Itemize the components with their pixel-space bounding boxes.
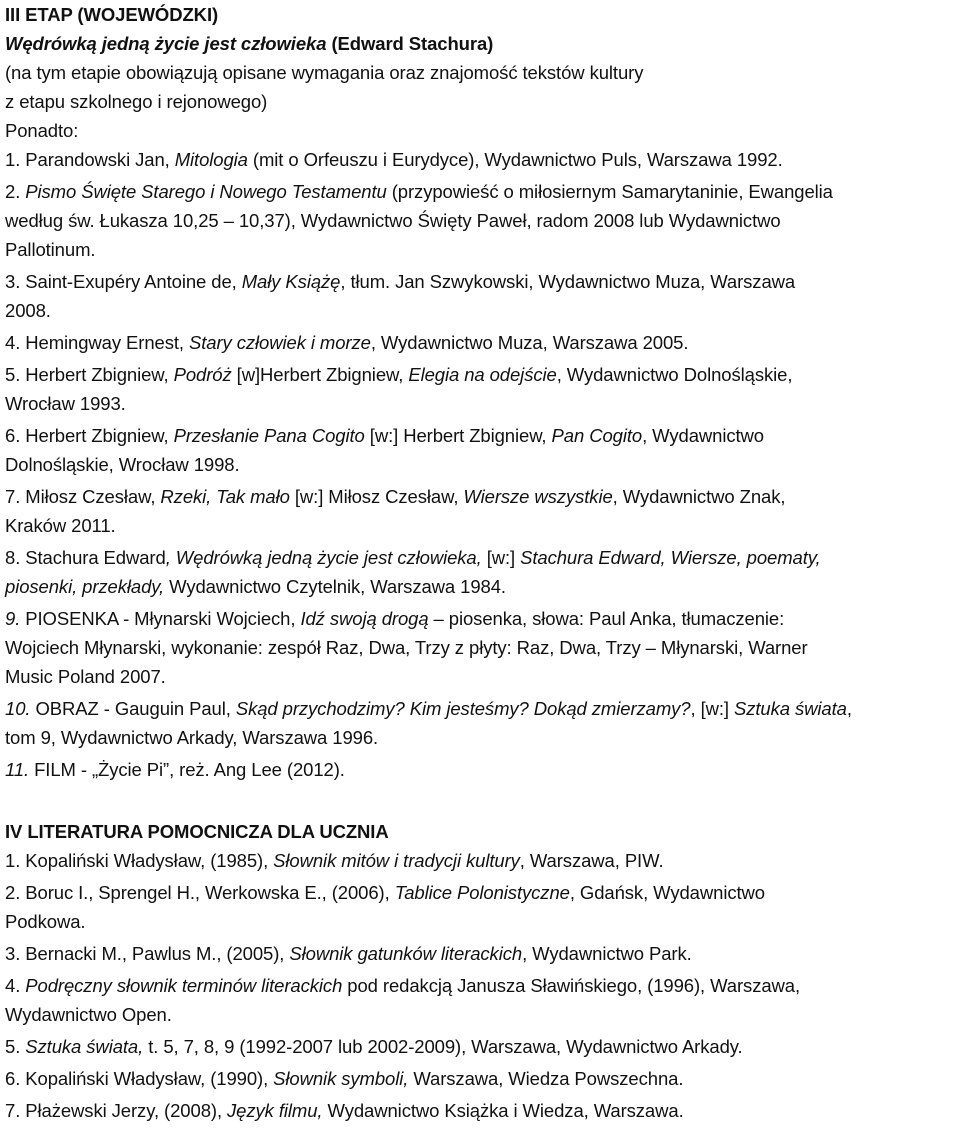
- citation-text: 4.: [5, 975, 26, 996]
- italic-title-text: Wiersze wszystkie: [463, 486, 613, 507]
- list-item: [5, 878, 960, 936]
- list-item: [5, 482, 960, 540]
- italic-title-text: Słownik symboli,: [273, 1068, 409, 1089]
- italic-title-text: 9.: [5, 608, 21, 629]
- list-item-line: [5, 907, 960, 936]
- section-3-note-line: z etapu szkolnego i rejonowego): [5, 91, 268, 112]
- italic-title-text: Pismo Święte Starego i Nowego Testamentu: [25, 181, 387, 202]
- italic-title-text: Sztuka świata,: [25, 1036, 144, 1057]
- italic-title-text: Mitologia: [174, 149, 248, 170]
- list-item-line: [5, 604, 960, 633]
- list-item-line: [5, 450, 960, 479]
- citation-text: 2008.: [5, 300, 51, 321]
- italic-title-text: , Wędrówką jedną życie jest człowieka,: [165, 547, 482, 568]
- citation-text: według św. Łukasza 10,25 – 10,37), Wydawnictwo Święty Paweł, radom 2008 lub Wydawnictwo: [5, 210, 781, 231]
- citation-text: Music Poland 2007.: [5, 666, 166, 687]
- list-item: [5, 360, 960, 418]
- list-item-line: [5, 543, 960, 572]
- italic-title-text: 11.: [5, 759, 30, 780]
- list-item-line: [5, 694, 960, 723]
- italic-title-text: Słownik gatunków literackich: [289, 943, 523, 964]
- citation-text: Dolnośląskie, Wrocław 1998.: [5, 454, 240, 475]
- italic-title-text: Rzeki, Tak mało: [160, 486, 290, 507]
- citation-text: Pallotinum.: [5, 239, 96, 260]
- citation-text: 5.: [5, 1036, 26, 1057]
- citation-text: , Wydawnictwo Znak,: [612, 486, 786, 507]
- list-item: [5, 755, 960, 784]
- section-3-note-line: (na tym etapie obowiązują opisane wymagania oraz znajomość tekstów kultury: [5, 62, 644, 83]
- citation-text: [w:] Miłosz Czesław,: [289, 486, 464, 507]
- citation-text: 6. Herbert Zbigniew,: [5, 425, 174, 446]
- citation-text: 5. Herbert Zbigniew,: [5, 364, 174, 385]
- citation-text: (mit o Orfeuszu i Eurydyce), Wydawnictwo Puls, Warszawa 1992.: [247, 149, 783, 170]
- citation-text: Wrocław 1993.: [5, 393, 126, 414]
- list-item: [5, 971, 960, 1029]
- citation-text: , Wydawnictwo Dolnośląskie,: [556, 364, 793, 385]
- citation-text: (przypowieść o miłosiernym Samarytaninie, Ewangelia: [386, 181, 833, 202]
- citation-text: , Wydawnictwo: [642, 425, 764, 446]
- italic-title-text: Mały Książę: [241, 271, 341, 292]
- citation-text: [w]Herbert Zbigniew,: [231, 364, 409, 385]
- section-4-heading: IV LITERATURA POMOCNICZA DLA UCZNIA: [5, 821, 389, 842]
- citation-text: ,: [846, 698, 852, 719]
- citation-text: Wydawnictwo Książka i Wiedza, Warszawa.: [322, 1100, 684, 1121]
- italic-title-text: Skąd przychodzimy? Kim jesteśmy? Dokąd zmierzamy?: [235, 698, 691, 719]
- list-item-line: [5, 878, 960, 907]
- citation-text: , Wydawnictwo Muza, Warszawa 2005.: [370, 332, 689, 353]
- list-item-line: [5, 1064, 960, 1093]
- citation-text: OBRAZ - Gauguin Paul,: [30, 698, 236, 719]
- list-item-line: [5, 572, 960, 601]
- italic-title-text: Stary człowiek i morze: [189, 332, 371, 353]
- citation-text: – piosenka, słowa: Paul Anka, tłumaczenie:: [428, 608, 785, 629]
- list-item: [5, 604, 960, 691]
- list-item-line: [5, 267, 960, 296]
- italic-title-text: 10.: [5, 698, 31, 719]
- list-item-line: [5, 1096, 960, 1125]
- list-item-line: [5, 421, 960, 450]
- list-item-line: [5, 389, 960, 418]
- list-item-line: [5, 235, 960, 264]
- italic-title-text: Przesłanie Pana Cogito: [173, 425, 365, 446]
- citation-text: , Warszawa, PIW.: [519, 850, 664, 871]
- citation-text: PIOSENKA - Młynarski Wojciech,: [20, 608, 301, 629]
- italic-title-text: Pan Cogito: [551, 425, 643, 446]
- section-3-reading-list: [5, 145, 960, 784]
- list-item: [5, 1096, 960, 1125]
- citation-text: 7. Płażewski Jerzy, (2008),: [5, 1100, 228, 1121]
- italic-title-text: Idź swoją drogą: [300, 608, 429, 629]
- citation-text: , [w:]: [690, 698, 734, 719]
- citation-text: Kraków 2011.: [5, 515, 116, 536]
- citation-text: Podkowa.: [5, 911, 86, 932]
- list-item-line: [5, 145, 960, 174]
- list-item-line: [5, 328, 960, 357]
- italic-title-text: Sztuka świata: [734, 698, 847, 719]
- citation-text: [w:] Herbert Zbigniew,: [364, 425, 552, 446]
- list-item: [5, 421, 960, 479]
- citation-text: tom 9, Wydawnictwo Arkady, Warszawa 1996.: [5, 727, 379, 748]
- list-item-line: [5, 177, 960, 206]
- citation-text: FILM - „Życie Pi”, reż. Ang Lee (2012).: [29, 759, 345, 780]
- list-item-line: [5, 662, 960, 691]
- list-item: [5, 177, 960, 264]
- citation-text: 6. Kopaliński Władysław, (1990),: [5, 1068, 274, 1089]
- list-item-line: [5, 939, 960, 968]
- citation-text: 7. Miłosz Czesław,: [5, 486, 161, 507]
- list-item-line: [5, 360, 960, 389]
- italic-title-text: Stachura Edward, Wiersze, poematy,: [520, 547, 821, 568]
- citation-text: , Gdańsk, Wydawnictwo: [569, 882, 765, 903]
- italic-title-text: Elegia na odejście: [408, 364, 557, 385]
- italic-title-text: Słownik mitów i tradycji kultury: [273, 850, 520, 871]
- ponadto-label: Ponadto:: [5, 120, 79, 141]
- section-4-reading-list: [5, 846, 960, 1125]
- citation-text: 2.: [5, 181, 26, 202]
- citation-text: 2. Boruc I., Sprengel H., Werkowska E., (2006),: [5, 882, 395, 903]
- list-item-line: [5, 206, 960, 235]
- list-item: [5, 145, 960, 174]
- citation-text: Wydawnictwo Open.: [5, 1004, 172, 1025]
- citation-text: 8. Stachura Edward: [5, 547, 166, 568]
- section-3-subtitle: [5, 29, 960, 58]
- list-item-line: [5, 1032, 960, 1061]
- citation-text: , tłum. Jan Szwykowski, Wydawnictwo Muza, Warszawa: [340, 271, 796, 292]
- list-item: [5, 1064, 960, 1093]
- subtitle-author: (Edward Stachura): [326, 33, 494, 54]
- list-item: [5, 328, 960, 357]
- citation-text: , Wydawnictwo Park.: [522, 943, 692, 964]
- italic-title-text: piosenki, przekłady,: [5, 576, 165, 597]
- list-item-line: [5, 1000, 960, 1029]
- citation-text: Wydawnictwo Czytelnik, Warszawa 1984.: [164, 576, 506, 597]
- list-item-line: [5, 971, 960, 1000]
- list-item-line: [5, 296, 960, 325]
- subtitle-title: Wędrówką jedną życie jest człowieka: [5, 33, 327, 54]
- italic-title-text: Język filmu,: [227, 1100, 323, 1121]
- citation-text: 3. Saint-Exupéry Antoine de,: [5, 271, 242, 292]
- list-item: [5, 939, 960, 968]
- list-item-line: [5, 846, 960, 875]
- citation-text: 1. Parandowski Jan,: [5, 149, 175, 170]
- citation-text: Warszawa, Wiedza Powszechna.: [408, 1068, 684, 1089]
- section-3-heading: III ETAP (WOJEWÓDZKI): [5, 4, 219, 25]
- list-item: [5, 1032, 960, 1061]
- italic-title-text: Podróż: [173, 364, 232, 385]
- list-item-line: [5, 511, 960, 540]
- citation-text: pod redakcją Janusza Sławińskiego, (1996), Warszawa,: [342, 975, 801, 996]
- list-item-line: [5, 482, 960, 511]
- list-item-line: [5, 755, 960, 784]
- citation-text: 1. Kopaliński Władysław, (1985),: [5, 850, 274, 871]
- italic-title-text: Tablice Polonistyczne: [394, 882, 570, 903]
- list-item: [5, 694, 960, 752]
- citation-text: 3. Bernacki M., Pawlus M., (2005),: [5, 943, 290, 964]
- list-item: [5, 543, 960, 601]
- list-item-line: [5, 633, 960, 662]
- citation-text: 4. Hemingway Ernest,: [5, 332, 190, 353]
- list-item: [5, 846, 960, 875]
- list-item-line: [5, 723, 960, 752]
- citation-text: Wojciech Młynarski, wykonanie: zespół Raz, Dwa, Trzy z płyty: Raz, Dwa, Trzy – Młynarski, Warner: [5, 637, 808, 658]
- citation-text: [w:]: [481, 547, 521, 568]
- italic-title-text: Podręczny słownik terminów literackich: [25, 975, 343, 996]
- list-item: [5, 267, 960, 325]
- citation-text: t. 5, 7, 8, 9 (1992-2007 lub 2002-2009), Warszawa, Wydawnictwo Arkady.: [143, 1036, 743, 1057]
